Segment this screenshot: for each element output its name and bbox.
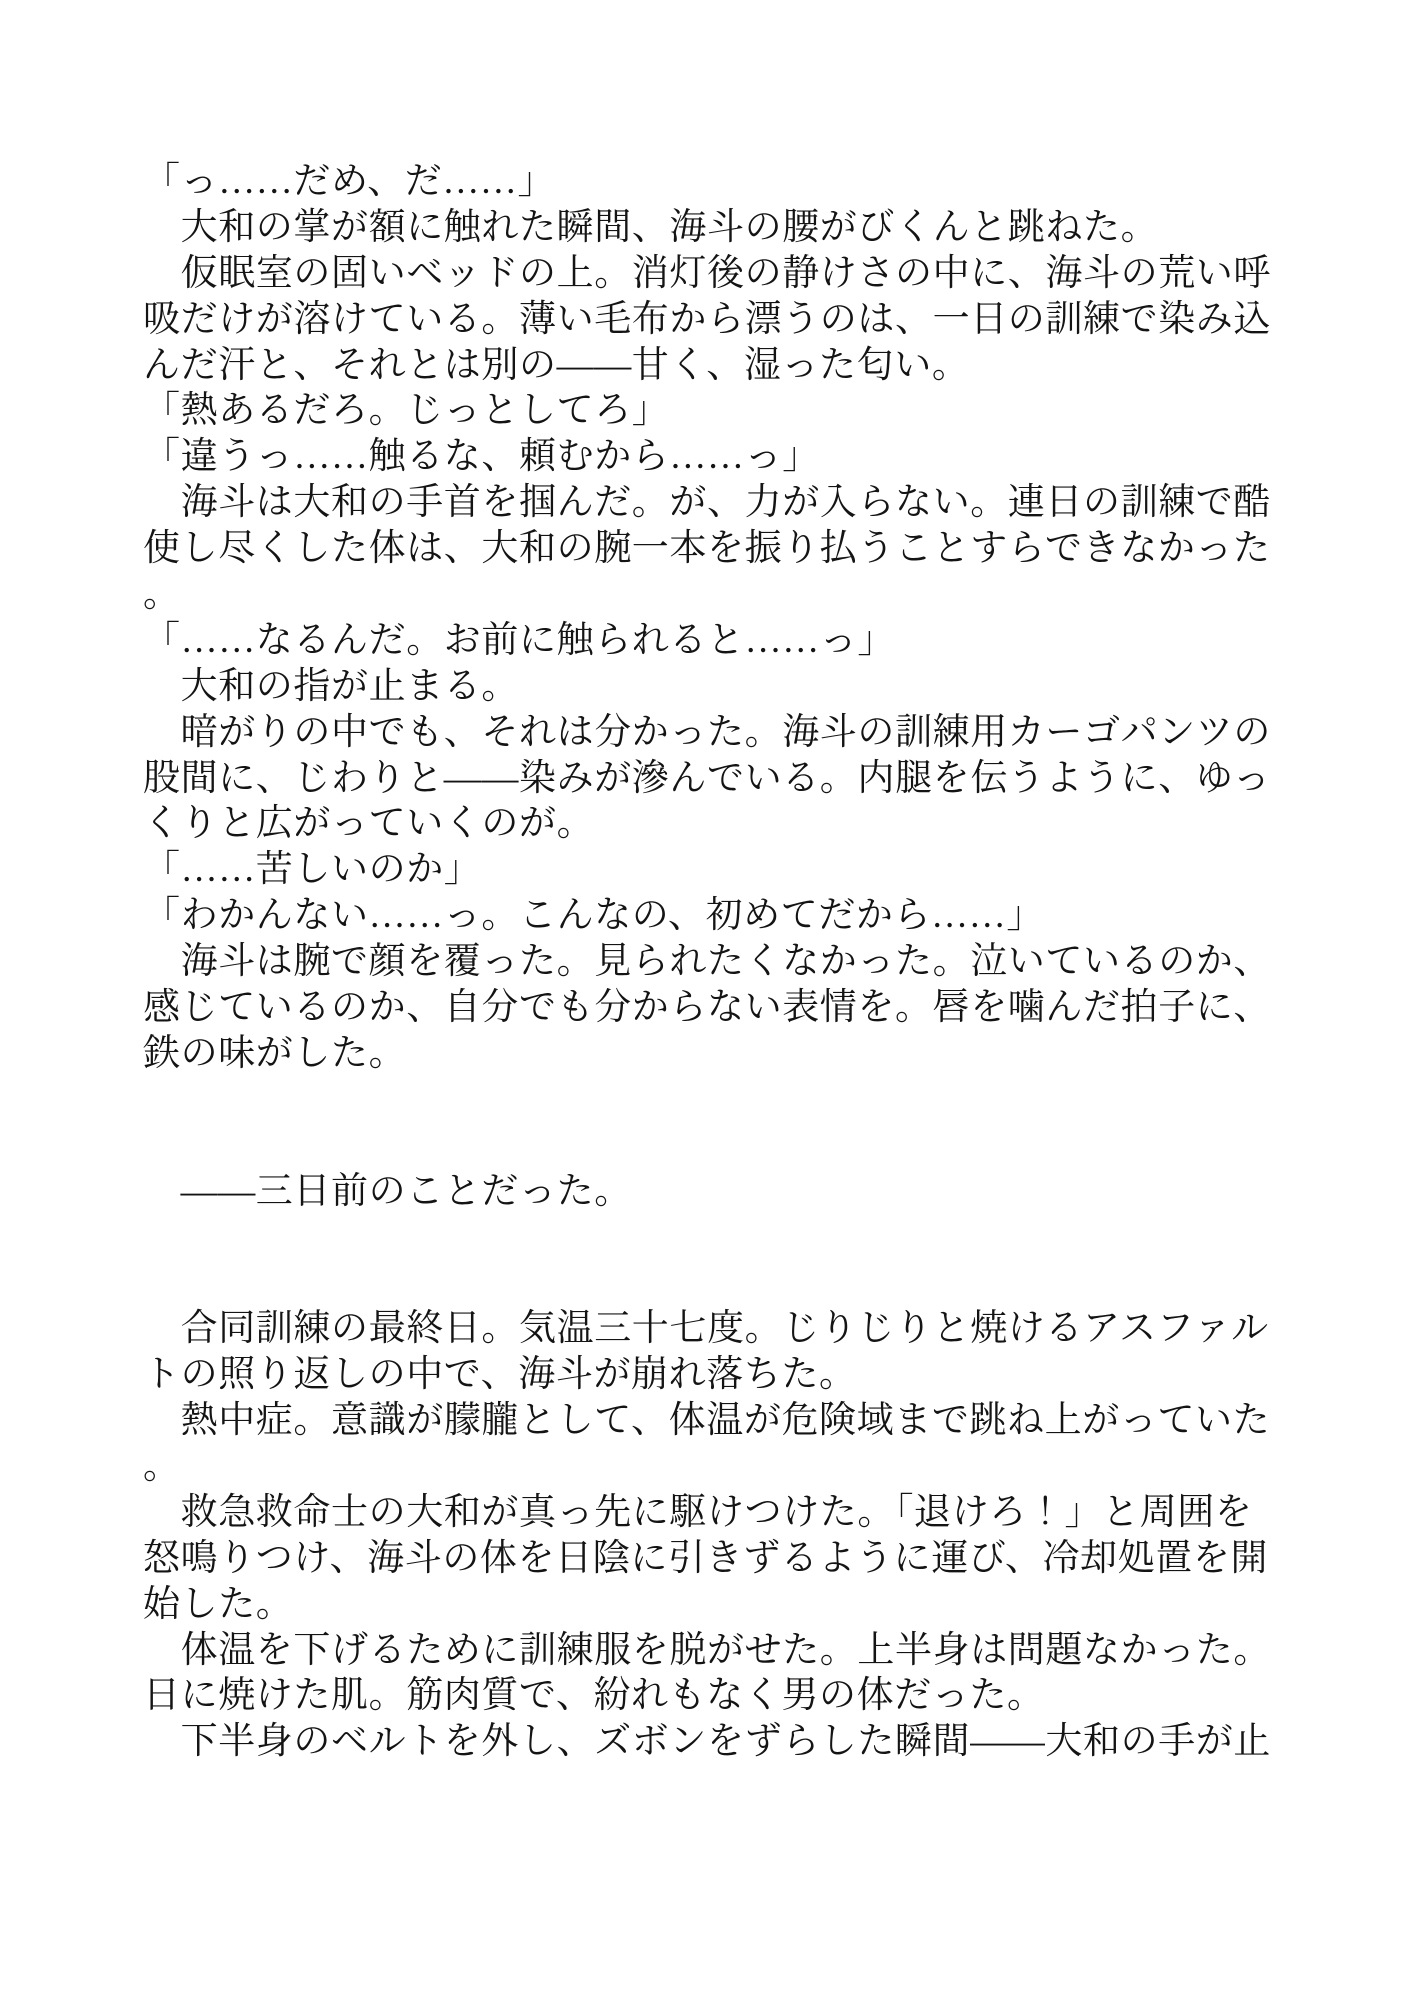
text-line: 海斗は大和の手首を掴んだ。が、力が入らない。連日の訓練で酷 [143, 482, 1271, 524]
text-line: ――三日前のことだった。 [143, 1170, 632, 1212]
text-line: 日に焼けた肌。筋肉質で、紛れもなく男の体だった。 [143, 1675, 1045, 1717]
text-line: 合同訓練の最終日。気温三十七度。じりじりと焼けるアスファル [143, 1308, 1269, 1350]
text-line: 熱中症。意識が朦朧として、体温が危険域まで跳ね上がっていた [143, 1400, 1271, 1442]
text-line: 「……なるんだ。お前に触られると……っ」 [143, 619, 895, 661]
text-line: 大和の掌が額に触れた瞬間、海斗の腰がびくんと跳ねた。 [143, 206, 1159, 248]
text-line: 「熱あるだろ。じっとしてろ」 [143, 390, 670, 432]
text-line: 鉄の味がした。 [143, 1032, 407, 1074]
text-line: 股間に、じわりと――染みが滲んでいる。内腿を伝うように、ゆっ [143, 757, 1271, 799]
text-line: 吸だけが溶けている。薄い毛布から漂うのは、一日の訓練で染み込 [143, 298, 1271, 340]
text-line: 。 [143, 1445, 181, 1487]
text-line: 感じているのか、自分でも分からない表情を。唇を噛んだ拍子に、 [143, 987, 1271, 1029]
text-line: 「違うっ……触るな、頼むから……っ」 [143, 436, 820, 478]
text-line [143, 1123, 1293, 1169]
text-line: 海斗は腕で顔を覆った。見られたくなかった。泣いているのか、 [143, 941, 1271, 983]
text-line: 「わかんない……っ。こんなの、初めてだから……」 [143, 895, 1044, 937]
text-line: 下半身のベルトを外し、ズボンをずらした瞬間――大和の手が止 [143, 1721, 1271, 1763]
text-line: 大和の指が止まる。 [143, 665, 519, 707]
text-line: 使し尽くした体は、大和の腕一本を振り払うことすらできなかった [143, 528, 1271, 570]
text-line: くりと広がっていくのが。 [143, 803, 595, 845]
text-line: 「っ……だめ、だ……」 [143, 161, 556, 202]
text-line [143, 1077, 1293, 1123]
text-line: 。 [143, 574, 181, 616]
text-line [143, 1260, 1293, 1306]
text-line: 救急救命士の大和が真っ先に駆けつけた。「退けろ！」と周囲を [143, 1491, 1253, 1533]
text-line: トの照り返しの中で、海斗が崩れ落ちた。 [143, 1354, 857, 1396]
body-text [143, 159, 1293, 1765]
text-line: 体温を下げるために訓練服を脱がせた。上半身は問題なかった。 [143, 1629, 1271, 1671]
text-line: 怒鳴りつけ、海斗の体を日陰に引きずるように運び、冷却処置を開 [143, 1537, 1269, 1579]
text-line: んだ汗と、それとは別の――甘く、湿った匂い。 [143, 344, 970, 386]
text-line: 始した。 [143, 1583, 294, 1625]
text-line [143, 1214, 1293, 1260]
text-line: 仮眠室の固いベッドの上。消灯後の静けさの中に、海斗の荒い呼 [143, 252, 1271, 294]
text-line: 「……苦しいのか」 [143, 849, 482, 891]
text-line: 暗がりの中でも、それは分かった。海斗の訓練用カーゴパンツの [143, 711, 1271, 753]
